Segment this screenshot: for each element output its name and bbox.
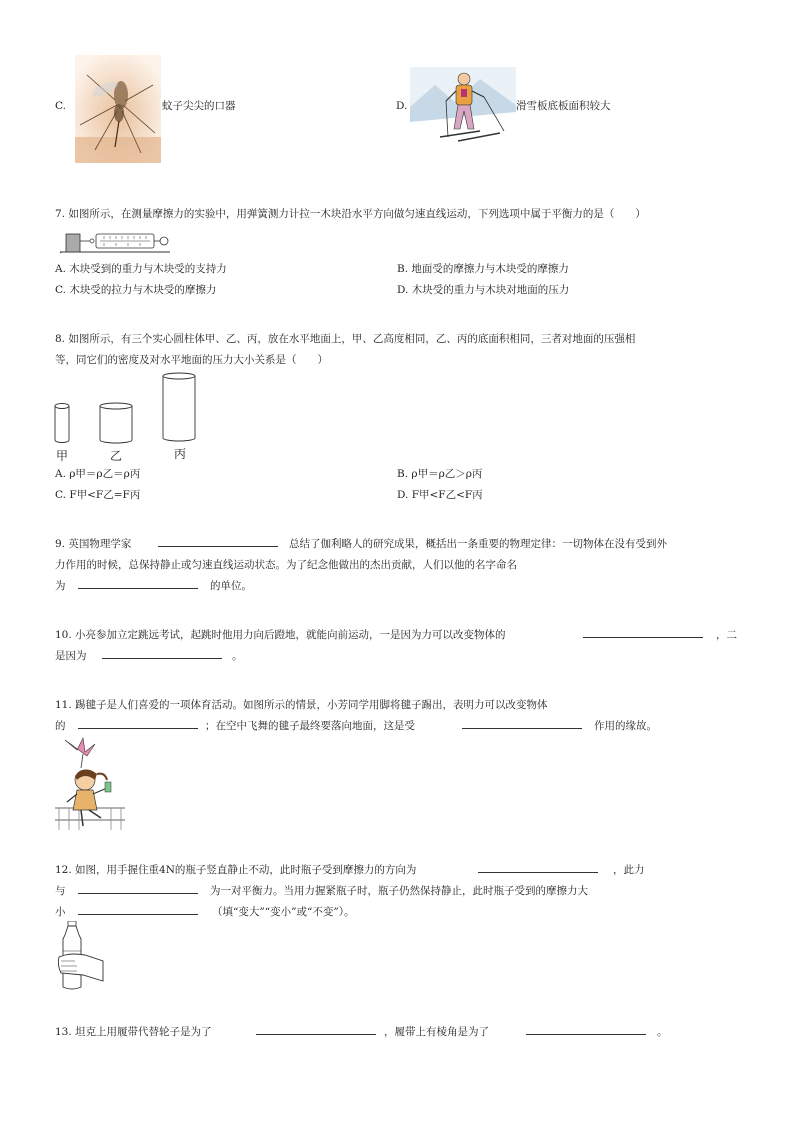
q13-part3: 。	[657, 1026, 668, 1038]
q10-blank-2[interactable]	[102, 648, 222, 659]
q11-line2-prefix: 的	[55, 720, 66, 732]
q11-blank-1[interactable]	[78, 718, 198, 729]
q11-blank-2[interactable]	[462, 718, 582, 729]
q12-line2-suffix: 为一对平衡力。当用力握紧瓶子时，瓶子仍然保持静止，此时瓶子受到的摩擦力大	[210, 885, 588, 897]
skier-image	[410, 67, 516, 149]
q10-part1: 10. 小亮参加立定跳远考试，起跳时他用力向后蹬地，就能向前运动，一是因为力可以改变物体的	[55, 629, 506, 641]
cylinder-label-yi: 乙	[110, 449, 123, 463]
q13-part2: ，履带上有棱角是为了	[384, 1026, 489, 1038]
q7-stem: 7. 如图所示，在测量摩擦力的实验中，用弹簧测力计拉一木块沿水平方向做匀速直线运动，下列选项中属于平衡力的是（ ）	[55, 208, 646, 220]
q8-stem-line1: 8. 如图所示，有三个实心圆柱体甲、乙、丙，放在水平地面上，甲、乙高度相同，乙、丙的底面积相同，三者对地面的压强相	[55, 333, 636, 345]
q12-line3-prefix: 小	[55, 906, 66, 918]
option-c-letter: C.	[55, 100, 66, 112]
q9-blank-2[interactable]	[78, 578, 198, 589]
option-c-text: 蚊子尖尖的口器	[162, 100, 236, 112]
cylinder-label-jia: 甲	[56, 449, 69, 463]
q12-blank-1[interactable]	[478, 862, 598, 873]
q10-blank-1[interactable]	[583, 627, 703, 638]
q7-option-c: C. 木块受的拉力与木块受的摩擦力	[55, 284, 217, 296]
q9-part2: 总结了伽利略人的研究成果，概括出一条重要的物理定律：一切物体在没有受到外	[289, 538, 667, 550]
q10-line2-suffix: 。	[232, 650, 243, 662]
q7-option-b: B. 地面受的摩擦力与木块受的摩擦力	[397, 263, 569, 275]
q9-line3-prefix: 为	[55, 580, 66, 592]
q9-line2: 力作用的时候，总保持静止或匀速直线运动状态。为了纪念他做出的杰出贡献，人们以他的名字命名	[55, 559, 517, 571]
q10-line2-prefix: 是因为	[55, 650, 87, 662]
q12-blank-3[interactable]	[78, 904, 198, 915]
q9-blank-1[interactable]	[158, 536, 278, 547]
q13-part1: 13. 坦克上用履带代替轮子是为了	[55, 1026, 212, 1038]
q8-option-c: C. F甲<F乙=F丙	[55, 489, 141, 501]
cylinders-figure	[50, 368, 200, 446]
q8-option-a: A. ρ甲＝ρ乙＝ρ丙	[55, 468, 141, 480]
q11-line1: 11. 踢毽子是人们喜爱的一项体育活动。如图所示的情景，小芳同学用脚将毽子踢出，表明力可以改变物体	[55, 699, 548, 711]
q13-blank-2[interactable]	[526, 1024, 646, 1035]
cylinder-label-bing: 丙	[174, 447, 187, 461]
mosquito-image	[75, 55, 161, 163]
option-d-letter: D.	[396, 100, 408, 112]
q12-part1: 12. 如图，用手握住重4N的瓶子竖直静止不动，此时瓶子受到摩擦力的方向为	[55, 864, 417, 876]
bottle-in-hand-image	[55, 921, 105, 991]
q9-part1: 9. 英国物理学家	[55, 538, 132, 550]
q12-line2-prefix: 与	[55, 885, 66, 897]
q12-part2: ，此力	[613, 864, 645, 876]
option-d-text: 滑雪板底板面积较大	[516, 100, 611, 112]
q12-blank-2[interactable]	[78, 883, 198, 894]
q11-line2-mid: ；在空中飞舞的毽子最终要落向地面，这是受	[205, 720, 415, 732]
q7-option-a: A. 木块受到的重力与木块受的支持力	[55, 263, 227, 275]
spring-scale-figure	[60, 226, 170, 254]
q13-blank-1[interactable]	[256, 1024, 376, 1035]
q12-line3-suffix: （填“变大”“变小”或“不变”）。	[212, 906, 355, 918]
q10-part2: ，二	[716, 629, 737, 641]
q8-stem-line2: 等，同它们的密度及对水平地面的压力大小关系是（ ）	[55, 354, 328, 366]
q9-line3-suffix: 的单位。	[210, 580, 252, 592]
q7-option-d: D. 木块受的重力与木块对地面的压力	[397, 284, 570, 296]
shuttlecock-kick-image	[55, 736, 125, 830]
q8-option-b: B. ρ甲＝ρ乙＞ρ丙	[397, 468, 483, 480]
q11-line2-suffix: 作用的缘故。	[594, 720, 657, 732]
q8-option-d: D. F甲<F乙<F丙	[397, 489, 483, 501]
